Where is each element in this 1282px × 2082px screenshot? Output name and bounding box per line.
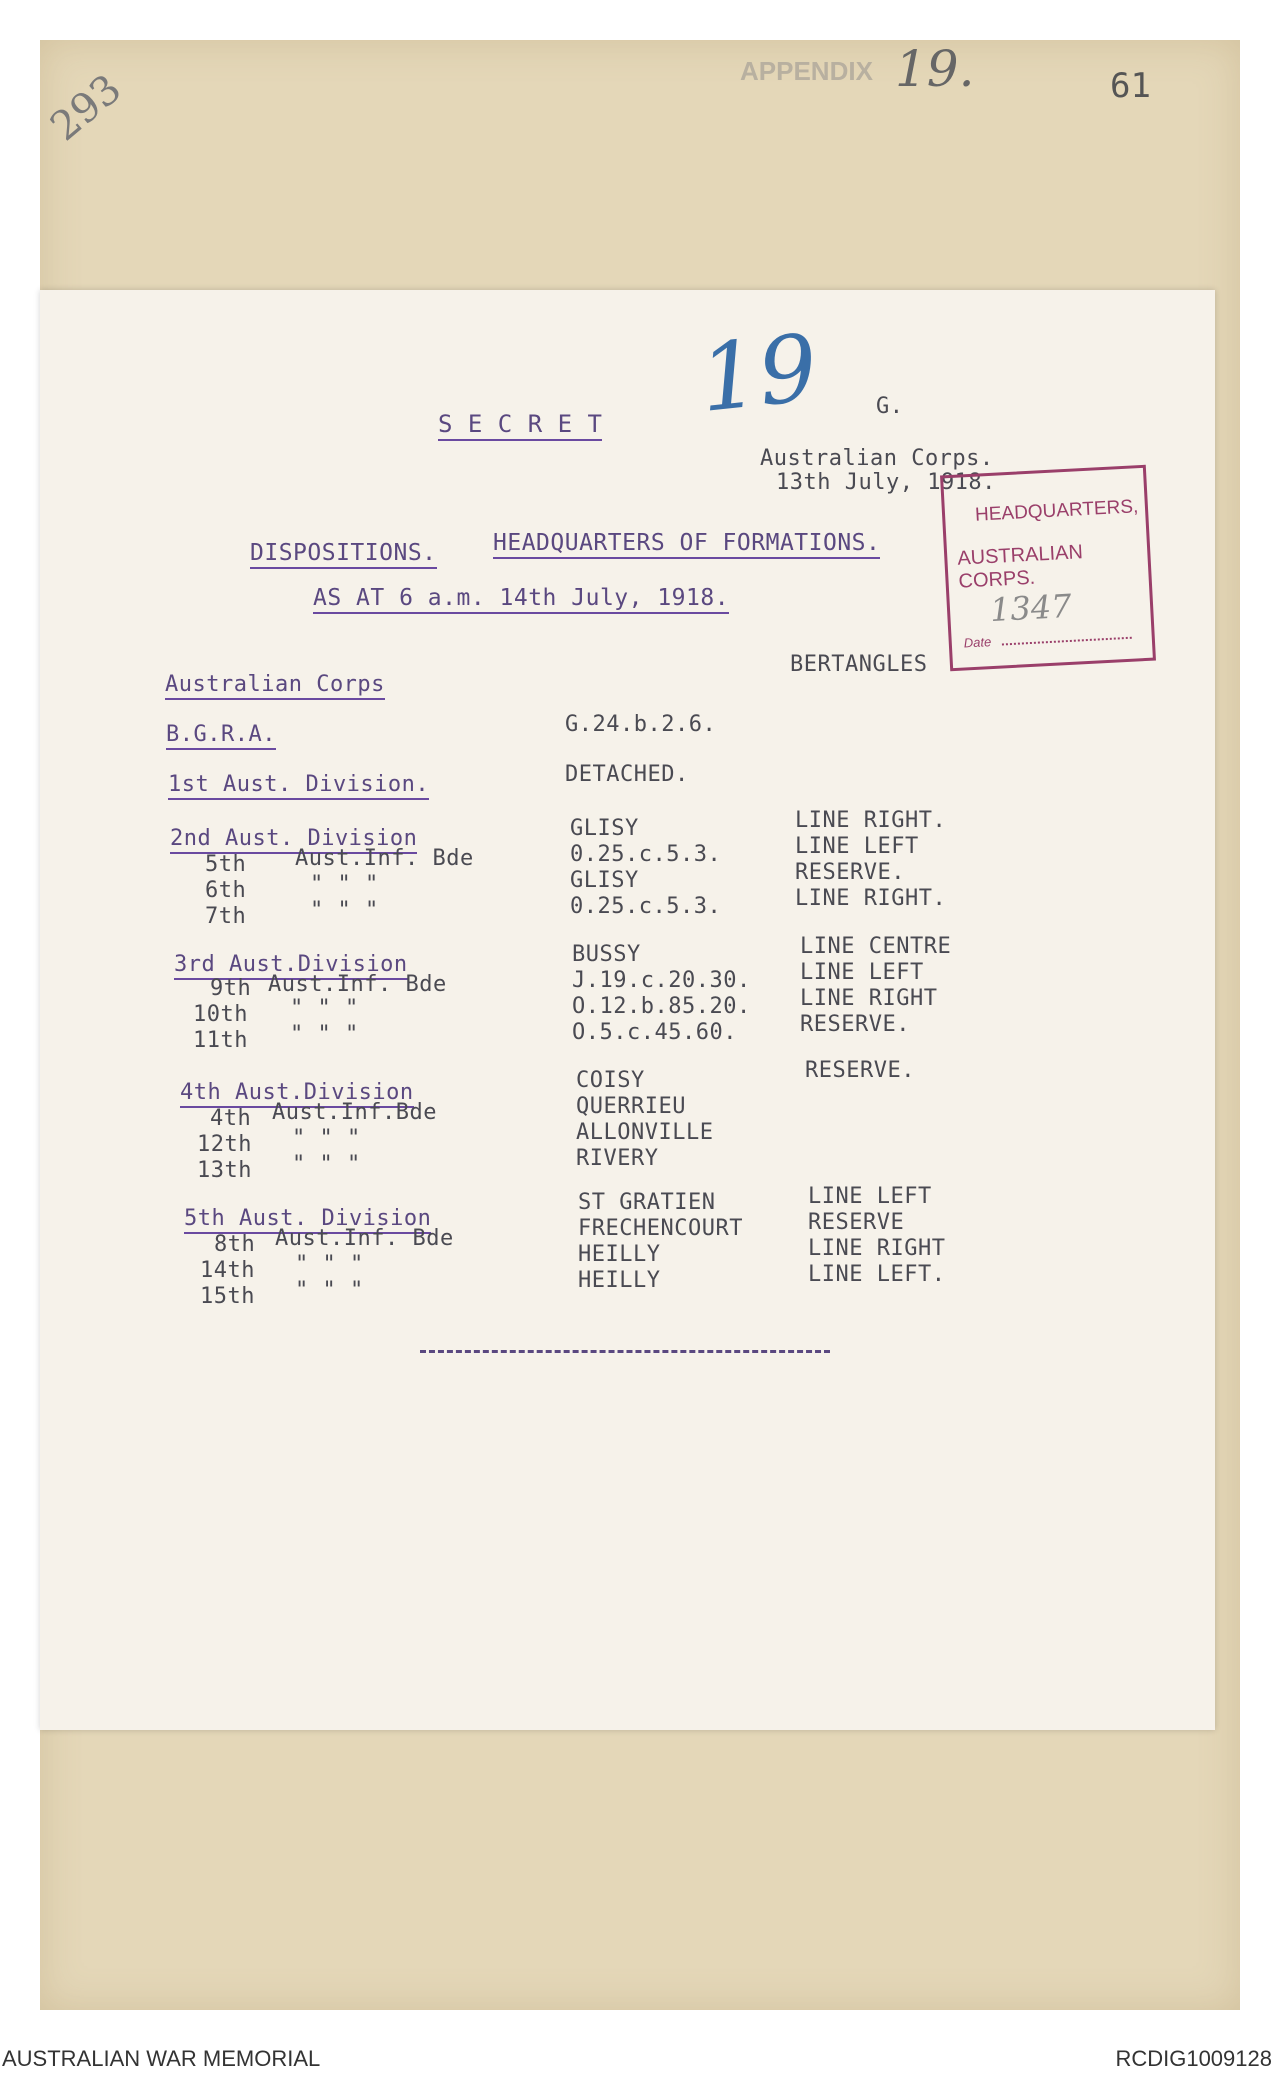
title-right (493, 530, 880, 556)
div5-sub-3-status: LINE LEFT. (808, 1262, 946, 1287)
div2-sub-3-location: 0.25.c.5.3. (570, 894, 722, 919)
div1-location: DETACHED. (565, 762, 689, 787)
div4-sub-1-ditto: " " " (292, 1126, 361, 1151)
div3-sub-0-status: LINE CENTRE (800, 934, 952, 959)
corps-location: BERTANGLES (790, 652, 928, 677)
bgra-unit (166, 722, 276, 747)
div5-sub-0-unit: 8th (214, 1232, 256, 1257)
div5-sub-1-ditto: " " " (295, 1252, 364, 1277)
page-number: 61 (1110, 66, 1151, 106)
div5-sub-2-location: HEILLY (578, 1242, 661, 1267)
div3-sub-0-location: BUSSY (572, 942, 641, 967)
div3-sub-3-status: RESERVE. (800, 1012, 910, 1037)
div2-sub-2-ditto: " " " (310, 898, 379, 923)
div5-sub-1-location: FRECHENCOURT (578, 1216, 743, 1241)
div4-sub-3-location: RIVERY (576, 1146, 659, 1171)
title-left (250, 540, 437, 566)
div4-sub-2-location: ALLONVILLE (576, 1120, 714, 1145)
stamp-number: 1347 (989, 586, 1073, 630)
title-right-text: HEADQUARTERS OF FORMATIONS. (493, 530, 880, 559)
div3-sub-2-status: LINE RIGHT (800, 986, 938, 1011)
div4-sub-0-ditto: Aust.Inf.Bde (272, 1100, 437, 1125)
div5-sub-0-ditto: Aust.Inf. Bde (275, 1226, 454, 1251)
subtitle (313, 585, 729, 611)
headquarters-stamp (940, 465, 1156, 672)
corps-unit-text: Australian Corps (165, 672, 385, 700)
div1-unit-text: 1st Aust. Division. (168, 772, 429, 800)
div5-sub-1-status: RESERVE (808, 1210, 905, 1235)
appendix-label: APPENDIX (740, 56, 873, 86)
div4-sub-0-location: COISY (576, 1068, 645, 1093)
div5-sub-0-status: LINE LEFT (808, 1184, 932, 1209)
bgra-location: G.24.b.2.6. (565, 712, 717, 737)
div5-sub-1-unit: 14th (200, 1258, 255, 1283)
div3-sub-2-unit: 11th (193, 1028, 248, 1053)
end-divider (420, 1350, 830, 1353)
div2-sub-2-status: RESERVE. (795, 860, 905, 885)
div4-sub-1-location: QUERRIEU (576, 1094, 686, 1119)
div2-sub-0-status: LINE RIGHT. (795, 808, 947, 833)
div2-sub-0-ditto: Aust.Inf. Bde (295, 846, 474, 871)
folio-number: 19 (694, 314, 823, 433)
stamp-line-2: AUSTRALIAN CORPS. (956, 541, 1084, 593)
title-left-text: DISPOSITIONS. (250, 540, 437, 569)
div2-unit-text: 2nd Aust. Division (170, 826, 417, 854)
stamp-date-line (1002, 637, 1132, 646)
div5-sub-2-unit: 15th (200, 1284, 255, 1309)
div4-sub-0-unit: 4th (210, 1106, 252, 1131)
div2-sub-1-location: 0.25.c.5.3. (570, 842, 722, 867)
classification (438, 410, 602, 438)
div3-sub-1-status: LINE LEFT (800, 960, 924, 985)
div5-sub-2-status: LINE RIGHT (808, 1236, 946, 1261)
div4-sub-2-unit: 13th (197, 1158, 252, 1183)
stamp-date-label: Date (963, 634, 992, 651)
div3-sub-0-unit: 9th (210, 976, 252, 1001)
bgra-unit-text: B.G.R.A. (166, 722, 276, 750)
div3-sub-1-ditto: " " " (290, 996, 359, 1021)
div5-unit-text: 5th Aust. Division (184, 1206, 431, 1234)
div4-sub-2-ditto: " " " (292, 1152, 361, 1177)
div2-sub-0-unit: 5th (205, 852, 247, 877)
div3-sub-3-location: O.5.c.45.60. (572, 1020, 737, 1045)
div3-sub-1-unit: 10th (193, 1002, 248, 1027)
div2-sub-1-ditto: " " " (310, 872, 379, 897)
footer-right: RCDIG1009128 (1115, 2046, 1272, 2071)
div2-sub-3-status: LINE RIGHT. (795, 886, 947, 911)
div2-sub-2-unit: 7th (205, 904, 247, 929)
div2-sub-2-location: GLISY (570, 868, 639, 893)
classification-text: S E C R E T (438, 410, 602, 441)
div1-unit (168, 772, 429, 797)
div3-unit-text: 3rd Aust.Division (174, 952, 408, 980)
footer-left: AUSTRALIAN WAR MEMORIAL (2, 2046, 321, 2071)
subtitle-text: AS AT 6 a.m. 14th July, 1918. (313, 585, 729, 614)
div2-sub-1-status: LINE LEFT (795, 834, 919, 859)
div3-sub-1-location: J.19.c.20.30. (572, 968, 751, 993)
div4-sub-0-status: RESERVE. (805, 1058, 915, 1083)
div5-sub-2-ditto: " " " (295, 1278, 364, 1303)
div3-sub-0-ditto: Aust.Inf. Bde (268, 972, 447, 997)
margin-note: 293 (42, 65, 131, 151)
appendix-number: 19. (895, 40, 975, 98)
div4-sub-1-unit: 12th (197, 1132, 252, 1157)
issuer: Australian Corps. (760, 446, 994, 471)
stamp-line-1: HEADQUARTERS, (974, 496, 1139, 526)
div2-sub-1-unit: 6th (205, 878, 247, 903)
div5-sub-3-location: HEILLY (578, 1268, 661, 1293)
reference: G. (876, 394, 904, 419)
div3-sub-2-location: O.12.b.85.20. (572, 994, 751, 1019)
corps-unit (165, 672, 385, 697)
div5-sub-0-location: ST GRATIEN (578, 1190, 716, 1215)
div3-sub-2-ditto: " " " (290, 1022, 359, 1047)
div2-sub-0-location: GLISY (570, 816, 639, 841)
div4-unit-text: 4th Aust.Division (180, 1080, 414, 1108)
issue-date: 13th July, 1918. (776, 470, 996, 495)
